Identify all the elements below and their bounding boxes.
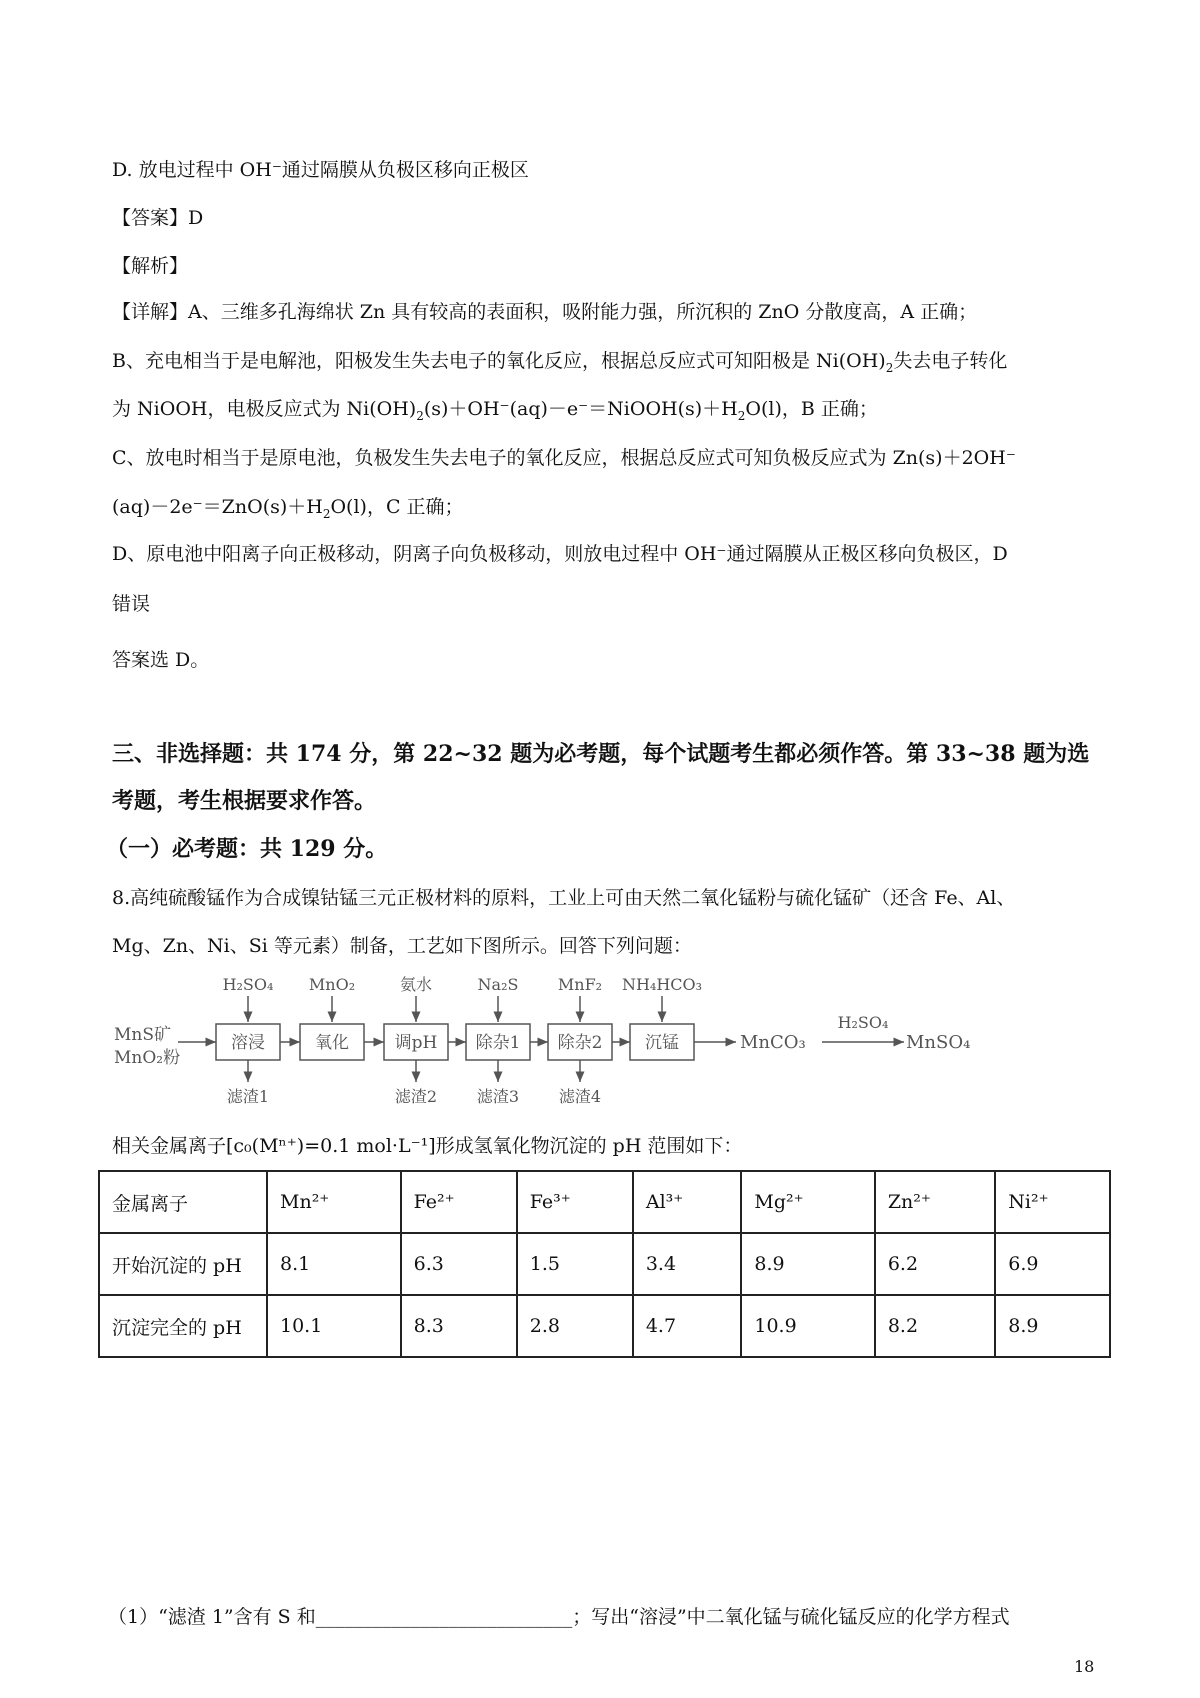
table-cell: 开始沉淀的 pH <box>99 1233 267 1295</box>
table-header-row <box>99 1171 1110 1233</box>
table-row <box>99 1295 1110 1357</box>
table-cell: 8.9 <box>995 1295 1110 1357</box>
ph-range-table <box>98 1170 1111 1358</box>
flow-input-2: MnO₂粉 <box>114 1048 181 1068</box>
flow-step-reagent-6: NH₄HCO₃ <box>621 975 703 994</box>
flow-step-label-5: 除杂2 <box>557 1033 603 1053</box>
subsection-heading: （一）必考题：共 129 分。 <box>106 836 388 862</box>
table-cell: Fe²⁺ <box>401 1171 517 1233</box>
table-cell: Zn²⁺ <box>875 1171 995 1233</box>
table-cell: 8.3 <box>401 1295 517 1357</box>
table-cell: 10.9 <box>741 1295 874 1357</box>
flow-step-reagent-1: H₂SO₄ <box>222 975 274 994</box>
table-cell: 3.4 <box>633 1233 742 1295</box>
question-8-line-2: Mg、Zn、Ni、Si 等元素）制备，工艺如下图所示。回答下列问题： <box>112 935 692 957</box>
flow-step-label-6: 沉锰 <box>645 1033 679 1053</box>
process-flowchart <box>110 968 971 1118</box>
table-cell: 8.1 <box>267 1233 401 1295</box>
section-heading-line-2: 考题，考生根据要求作答。 <box>112 788 377 814</box>
detail-b-line-2: 为 NiOOH，电极反应式为 $Ni(OH)_2(s)+OH^-(aq)-e^-=NiOOH(s)+H_2O(l)$，B 正确； <box>112 398 878 423</box>
table-cell: 10.1 <box>267 1295 401 1357</box>
flow-step-label-4: 除杂1 <box>475 1033 521 1053</box>
flow-residue-label-1: 滤渣1 <box>226 1087 270 1106</box>
table-cell: Ni²⁺ <box>995 1171 1110 1233</box>
table-cell: Mg²⁺ <box>741 1171 874 1233</box>
option-d-text: D. 放电过程中 OH⁻通过隔膜从负极区移向正极区 <box>112 159 529 181</box>
table-cell: 6.2 <box>875 1233 995 1295</box>
question-8-line-1: 8.高纯硫酸锰作为合成镍钴锰三元正极材料的原料，工业上可由天然二氧化锰粉与硫化锰矿（还含 Fe、Al、 <box>112 887 1016 909</box>
table-cell: 沉淀完全的 pH <box>99 1295 267 1357</box>
detail-c-line-1: C、放电时相当于是原电池，负极发生失去电子的氧化反应，根据总反应式可知负极反应式为 Zn(s)＋2OH⁻ <box>112 447 1016 469</box>
flow-step-label-1: 溶浸 <box>231 1033 265 1053</box>
table-cell: 金属离子 <box>99 1171 267 1233</box>
subquestion-1: （1）“滤渣 1”含有 S 和___________________________；写出“溶浸”中二氧化锰与硫化锰反应的化学方程式 <box>108 1606 1010 1628</box>
page-number: 18 <box>1074 1657 1095 1676</box>
table-cell: 8.2 <box>875 1295 995 1357</box>
conclusion-line: 答案选 D。 <box>112 649 210 671</box>
table-cell: 4.7 <box>633 1295 742 1357</box>
flow-product-2: MnSO₄ <box>906 1032 971 1053</box>
answer-line: 【答案】D <box>112 207 204 229</box>
flow-residue-label-4: 滤渣3 <box>476 1087 520 1106</box>
flow-residue-label-5: 滤渣4 <box>558 1087 602 1106</box>
detail-d-line-1: D、原电池中阳离子向正极移动，阴离子向负极移动，则放电过程中 OH⁻通过隔膜从正极区移向负极区，D <box>112 543 1008 565</box>
section-heading-line-1: 三、非选择题：共 174 分，第 22~32 题为必考题，每个试题考生都必须作答。第 33~38 题为选 <box>112 741 1090 767</box>
table-cell: 8.9 <box>741 1233 874 1295</box>
table-cell: Al³⁺ <box>633 1171 742 1233</box>
table-cell: Fe³⁺ <box>517 1171 633 1233</box>
table-cell: 6.9 <box>995 1233 1110 1295</box>
flow-residue-label-3: 滤渣2 <box>394 1087 438 1106</box>
table-cell: 6.3 <box>401 1233 517 1295</box>
flow-step-reagent-5: MnF₂ <box>557 975 603 994</box>
detail-b-line-1: B、充电相当于是电解池，阳极发生失去电子的氧化反应，根据总反应式可知阳极是 $Ni(OH)_2$失去电子转化 <box>112 350 1008 375</box>
flow-step-label-2: 氧化 <box>315 1033 349 1053</box>
flow-step-reagent-3: 氨水 <box>399 975 433 994</box>
flow-final-reagent: H₂SO₄ <box>837 1013 889 1032</box>
table-intro: 相关金属离子[c₀(Mⁿ⁺)=0.1 mol·L⁻¹]形成氢氧化物沉淀的 pH 范围如下： <box>112 1135 743 1157</box>
flow-input-1: MnS矿 <box>114 1025 172 1045</box>
flow-product-1: MnCO₃ <box>740 1032 806 1053</box>
table-cell: 1.5 <box>517 1233 633 1295</box>
flow-step-reagent-2: MnO₂ <box>308 975 356 994</box>
detail-d-line-2: 错误 <box>112 593 151 615</box>
flow-step-label-3: 调pH <box>394 1033 438 1053</box>
detail-c-line-2: $(aq)-2e^-=ZnO(s)+H_2O(l)$，C 正确； <box>112 496 464 521</box>
analysis-heading: 【解析】 <box>112 255 189 277</box>
flow-step-reagent-4: Na₂S <box>477 975 519 994</box>
table-cell: 2.8 <box>517 1295 633 1357</box>
detail-a-line: 【详解】A、三维多孔海绵状 Zn 具有较高的表面积，吸附能力强，所沉积的 ZnO 分散度高，A 正确； <box>112 301 978 323</box>
table-row <box>99 1233 1110 1295</box>
table-cell: Mn²⁺ <box>267 1171 401 1233</box>
